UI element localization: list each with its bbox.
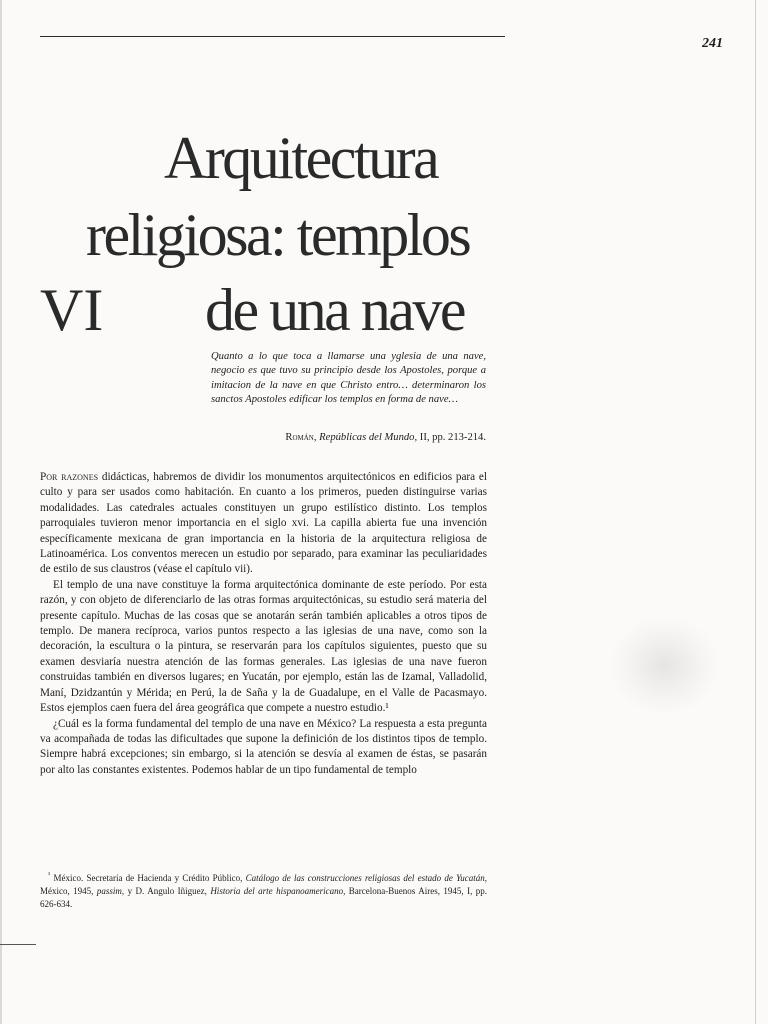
footnote-mark: ¹ bbox=[48, 870, 51, 879]
footnote-title-1: Catálogo de las construcciones religiosas del estado de Yucatán, bbox=[245, 873, 487, 883]
epigraph-attribution bbox=[240, 432, 486, 443]
paragraph-3: ¿Cuál es la forma fundamental del templo de una nave en México? La respuesta a esta pregunta va acompañada de todas las dificultades que supone la definición de los distintos tipos de templo. Siempre habrá excepciones; sin embargo, si la atención se desvía al examen de éstas, se pasarán por alto las constantes existentes. Podemos hablar de un tipo fundamental de templo bbox=[40, 717, 487, 776]
epigraph-text: Quanto a lo que toca a llamarse una yglesia de una nave, negocio es que tuvo su principio desde los Apostoles, porque a imitacion de la nave en que Christo entro… determinaron los sanctos Apostoles edificar los templos en forma de nave… bbox=[211, 351, 486, 406]
header-rule bbox=[40, 36, 505, 37]
page-number: 241 bbox=[702, 36, 723, 51]
chapter-title-line-1: Arquitectura bbox=[164, 125, 438, 191]
scan-smudge bbox=[612, 618, 717, 713]
body-text bbox=[40, 470, 487, 778]
page-right-edge bbox=[755, 0, 756, 1024]
chapter-number: VI bbox=[40, 277, 104, 343]
lead-words: Por razones bbox=[40, 471, 99, 483]
epigraph-author: Román, bbox=[285, 432, 317, 443]
paragraph-2: El templo de una nave constituye la forma arquitectónica dominante de este período. Por esta razón, y con objeto de diferenciarlo de las otras formas arquitectónicas, su estudio será materia del presente capítulo. Muchas de las cosas que se anotarán serán también aplicables a otros tipos de templo. De manera recíproca, varios puntos respecto a las iglesias de una nave, como son la decoración, la escultura o la pintura, se reservarán para los capítulos siguientes, puesto que su examen desviaría nuestra atención de las formas generales. Las iglesias de una nave fueron construidas también en diversos lugares; en Yucatán, por ejemplo, están las de Izamal, Valladolid, Maní, Dzidzantún y Mérida; en Perú, la de Saña y la de Guadalupe, en el Valle de Pacasmayo. Estos ejemplos caen fuera del área geográfica que compete a nuestro estudio.¹ bbox=[40, 578, 487, 715]
page-left-edge bbox=[0, 0, 2, 1024]
chapter-title-line-2: religiosa: templos bbox=[86, 202, 470, 268]
footnote: $^{^1}$ México. Secretaría de Hacienda y Crédito Público, Catálogo de las construcciones religiosas del estado de Yucatán, México, 1945, passim, y D. Angulo Iñiguez, Historia del arte hispanoamericano, Barcelona-Buenos Aires, 1945, I, pp. 626-634. bbox=[40, 870, 488, 909]
footnote-title-2: Historia del arte hispanoamericano, bbox=[210, 886, 346, 896]
epigraph-source: Repúblicas del Mundo, bbox=[319, 432, 418, 443]
epigraph bbox=[211, 350, 486, 408]
paragraph-1: Por razones didácticas, habremos de dividir los monumentos arquitectónicos en edificios para el culto y para ser usados como habitación. En cuanto a los primeros, pueden distinguirse varias modalidades. Las catedrales actuales constituyen un grupo estilístico distinto. Los templos parroquiales tuvieron menor importancia en el siglo xvi. La capilla abierta fue una invención específicamente mexicana de gran importancia en la historia de la arquitectura religiosa de Latinoamérica. Los conventos merecen un estudio por separado, para examinar las peculiaridades de estilo de sus claustros (véase el capítulo vii). bbox=[40, 471, 487, 576]
margin-mark bbox=[0, 944, 36, 945]
chapter-title-line-3: de una nave bbox=[205, 277, 465, 343]
epigraph-reference: II, pp. 213-214. bbox=[419, 432, 486, 443]
